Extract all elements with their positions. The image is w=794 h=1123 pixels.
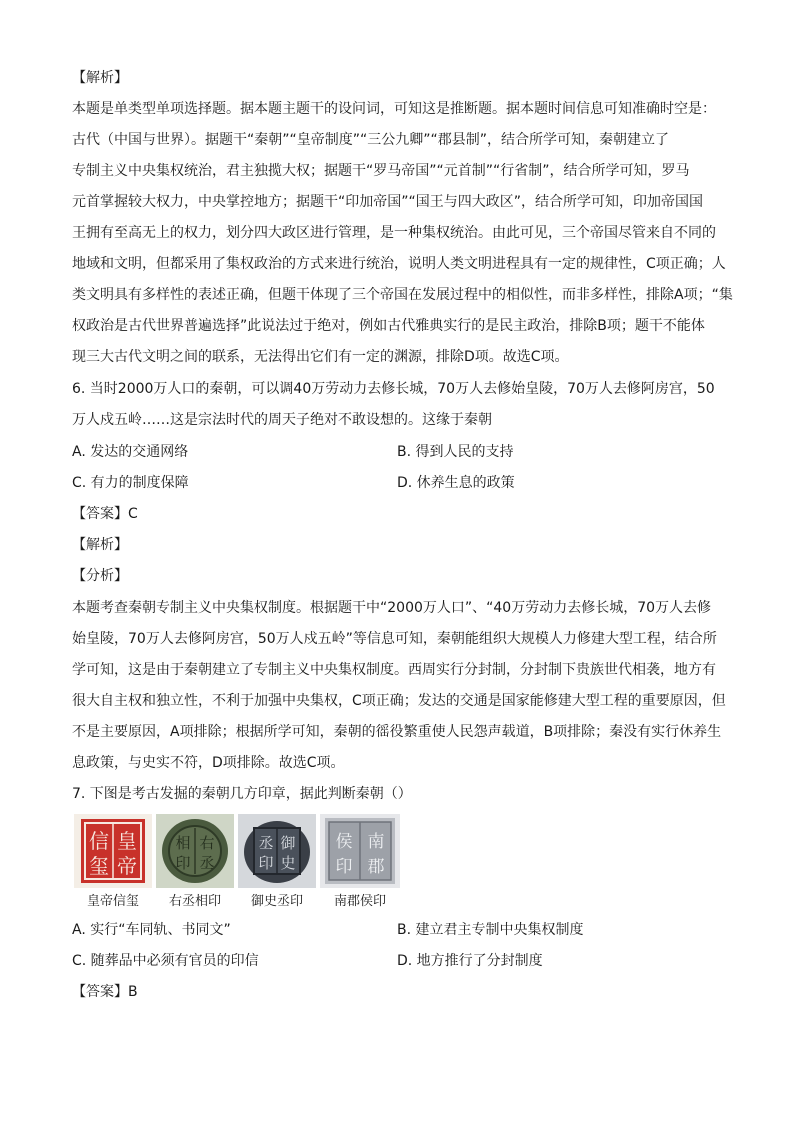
q6-option-d: D. 休养生息的政策 xyxy=(397,475,515,491)
question-6-stem: 万人戍五岭……这是宗法时代的周天子绝对不敢设想的。这缘于秦朝 xyxy=(72,412,492,428)
seal-glyph: 史 xyxy=(280,854,296,872)
seal-glyph: 丞 xyxy=(199,854,215,872)
analysis-line: 地域和文明，但都采用了集权政治的方式来进行统治，说明人类文明进程具有一定的规律性，C项正确；人 xyxy=(72,256,726,272)
q6-analysis-line: 学可知，这是由于秦朝建立了专制主义中央集权制度。西周实行分封制，分封制下贵族世代相袭，地方有 xyxy=(72,662,716,678)
seal-glyph: 玺 xyxy=(89,854,109,878)
seal-glyph: 右 xyxy=(199,834,215,852)
q6-option-a: A. 发达的交通网络 xyxy=(72,444,189,460)
seal-glyph: 御 xyxy=(280,834,296,852)
seal-glyph: 南 xyxy=(367,832,385,852)
q7-answer: 【答案】B xyxy=(72,984,138,1000)
seal-caption: 右丞相印 xyxy=(168,894,221,909)
analysis-label: 【解析】 xyxy=(72,70,128,86)
q6-option-c: C. 有力的制度保障 xyxy=(72,475,189,491)
seal-caption: 南郡侯印 xyxy=(333,894,386,909)
analysis-line: 类文明具有多样性的表述正确，但题干体现了三个帝国在发展过程中的相似性，而非多样性，排除A项；“集 xyxy=(72,287,733,303)
q6-analysis-label: 【解析】 xyxy=(72,537,128,553)
question-7-stem: 7. 下图是考古发掘的秦朝几方印章，据此判断秦朝（） xyxy=(72,786,412,802)
q6-answer: 【答案】C xyxy=(72,506,138,522)
q6-analysis-line: 不是主要原因，A项排除；根据所学可知，秦朝的徭役繁重使人民怨声载道，B项排除；秦没有实行休养生 xyxy=(72,724,722,740)
seal-glyph: 印 xyxy=(258,854,274,872)
q7-option-b: B. 建立君主专制中央集权制度 xyxy=(397,922,584,938)
seal-glyph: 侯 xyxy=(335,832,353,852)
seal-image-youchengxiang xyxy=(156,814,234,888)
analysis-line: 专制主义中央集权统治，君主独揽大权；据题干“罗马帝国”“元首制”“行省制”，结合所学可知，罗马 xyxy=(72,163,690,179)
analysis-line: 古代（中国与世界）。据题干“秦朝”“皇帝制度”“三公九卿”“郡县制”，结合所学可知，秦朝建立了 xyxy=(72,132,670,148)
analysis-line: 权政治是古代世界普遍选择”此说法过于绝对，例如古代雅典实行的是民主政治，排除B项；题干不能体 xyxy=(72,318,705,334)
q7-option-d: D. 地方推行了分封制度 xyxy=(397,953,543,969)
seal-image-yushicheng xyxy=(238,814,316,888)
analysis-line: 王拥有至高无上的权力，划分四大政区进行管理，是一种集权统治。由此可见，三个帝国尽管来自不同的 xyxy=(72,225,716,241)
q7-option-c: C. 随葬品中必须有官员的印信 xyxy=(72,953,259,969)
seal-glyph: 帝 xyxy=(117,854,137,878)
q6-analysis-line: 始皇陵，70万人去修阿房宫，50万人戍五岭”等信息可知，秦朝能组织大规模人力修建大型工程，结合所 xyxy=(72,631,717,647)
seal-glyph: 信 xyxy=(89,829,109,853)
seal-image-huangdi xyxy=(74,814,152,888)
seal-glyph: 丞 xyxy=(258,834,274,852)
q6-analysis-line: 很大自主权和独立性，不利于加强中央集权，C项正确；发达的交通是国家能修建大型工程的重要原因，但 xyxy=(72,693,726,709)
q6-option-b: B. 得到人民的支持 xyxy=(397,444,514,460)
q6-analysis-line: 息政策，与史实不符，D项排除。故选C项。 xyxy=(72,755,345,771)
question-6-stem: 6. 当时2000万人口的秦朝，可以调40万劳动力去修长城，70万人去修始皇陵，70万人去修阿房宫，50 xyxy=(72,381,715,397)
seal-glyph: 皇 xyxy=(117,829,137,853)
seal-glyph: 相 xyxy=(175,834,191,852)
q6-fenxi-label: 【分析】 xyxy=(72,568,128,584)
seal-glyph: 印 xyxy=(175,854,191,872)
seal-image-nanjunhou xyxy=(320,814,400,888)
analysis-line: 现三大古代文明之间的联系，无法得出它们有一定的渊源，排除D项。故选C项。 xyxy=(72,349,569,365)
seal-caption: 御史丞印 xyxy=(250,894,303,909)
seal-caption: 皇帝信玺 xyxy=(86,894,139,909)
analysis-line: 本题是单类型单项选择题。据本题主题干的设问词，可知这是推断题。据本题时间信息可知准确时空是： xyxy=(72,101,716,117)
q6-analysis-line: 本题考查秦朝专制主义中央集权制度。根据题干中“2000万人口”、“40万劳动力去修长城，70万人去修 xyxy=(72,600,712,616)
q7-option-a: A. 实行“车同轨、书同文” xyxy=(72,922,231,938)
analysis-line: 元首掌握较大权力，中央掌控地方；据题干“印加帝国”“国王与四大政区”，结合所学可知，印加帝国国 xyxy=(72,194,704,210)
seal-glyph: 郡 xyxy=(367,857,385,877)
seal-glyph: 印 xyxy=(335,857,353,877)
